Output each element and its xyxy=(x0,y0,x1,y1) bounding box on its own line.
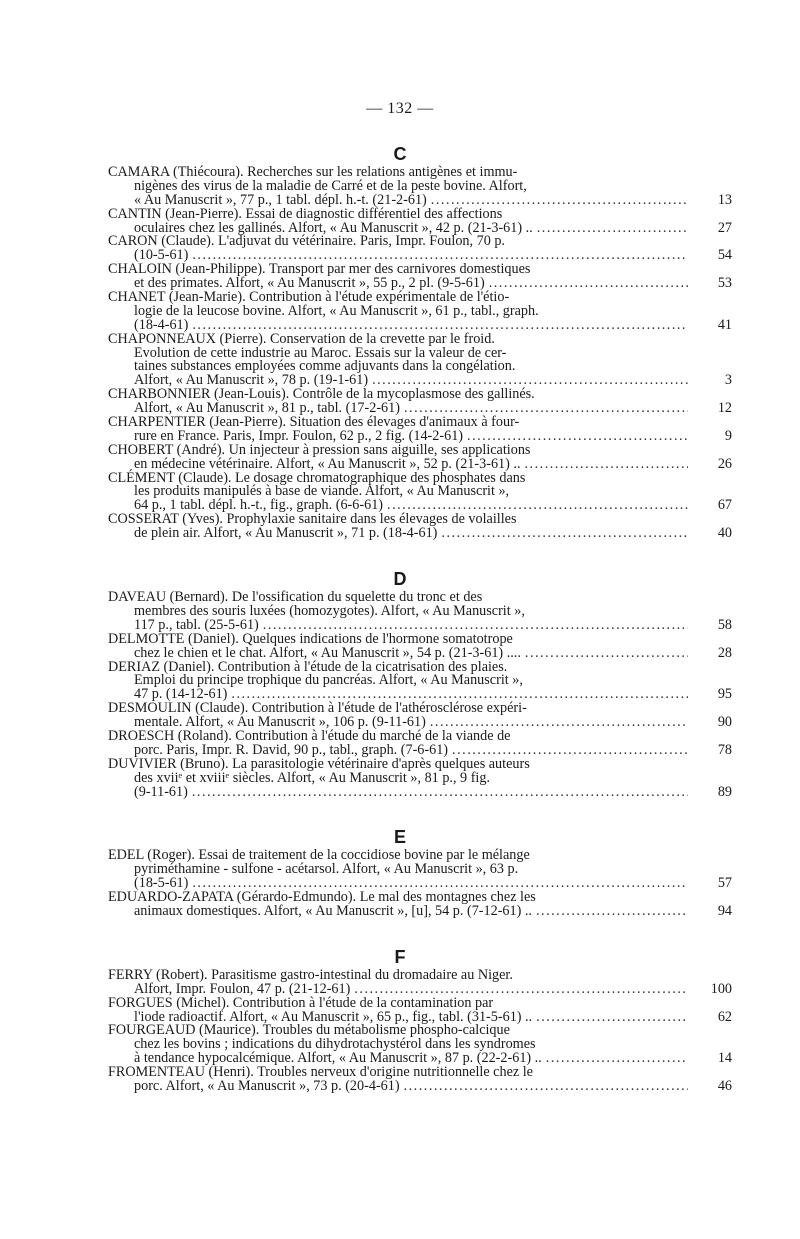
page-reference: 40 xyxy=(717,525,732,542)
page-reference: 58 xyxy=(717,616,732,633)
entry-line xyxy=(108,525,732,542)
entry-line: DROESCH (Roland). Contribution à l'étude du marché de la viande de xyxy=(108,727,511,744)
page-number: — 132 — xyxy=(366,100,434,117)
entry-line-text: « Au Manuscrit », 77 p., 1 tabl. dépl. h.-t. (21-2-61) xyxy=(134,191,427,208)
entry-line-text: 117 p., tabl. (25-5-61) xyxy=(134,616,259,633)
dot-leader xyxy=(192,786,688,800)
dot-leader xyxy=(536,905,688,919)
entry-line: DESMOULIN (Claude). Contribution à l'étude de l'athérosclérose expéri- xyxy=(108,700,527,717)
dot-leader xyxy=(489,277,688,291)
section-gap xyxy=(108,919,692,945)
entry-line-text: mentale. Alfort, « Au Manuscrit », 106 p. (9-11-61) xyxy=(134,714,426,731)
bibliography-entry xyxy=(108,889,732,919)
dot-leader xyxy=(546,1052,688,1066)
bibliography-column xyxy=(108,142,732,1094)
entry-line: membres des souris luxées (homozygotes). Alfort, « Au Manuscrit », xyxy=(134,602,525,619)
entry-line: pyriméthamine - sulfone - acétarsol. Alfort, « Au Manuscrit », 63 p. xyxy=(134,861,519,878)
section-letter: D xyxy=(393,569,407,590)
page-reference: 94 xyxy=(717,902,732,919)
bibliography-entry xyxy=(108,658,732,703)
entry-line-text: Alfort, Impr. Foulon, 47 p. (21-12-61) xyxy=(134,980,351,997)
dot-leader xyxy=(404,1080,688,1094)
bibliography-entry xyxy=(108,164,732,208)
entry-line-text: l'iode radioactif. Alfort, « Au Manuscrit », 65 p., fig., tabl. (31-5-61) .. xyxy=(134,1008,533,1025)
page-reference: 3 xyxy=(724,372,732,389)
entry-line: DAVEAU (Bernard). De l'ossification du squelette du tronc et des xyxy=(108,589,483,606)
section-letter: E xyxy=(393,827,406,848)
page-reference: 9 xyxy=(724,427,732,444)
entry-line: taines substances employées comme adjuvants dans la congélation. xyxy=(134,358,516,375)
entry-line: CHALOIN (Jean-Philippe). Transport par mer des carnivores domestiques xyxy=(108,261,531,278)
bibliography-entry xyxy=(108,289,732,333)
bibliography-entry xyxy=(108,630,732,661)
entry-line-text: oculaires chez les gallinés. Alfort, « Au Manuscrit », 42 p. (21-3-61) .. xyxy=(134,219,533,236)
entry-line-text: (10-5-61) xyxy=(134,247,189,264)
entry-line: CANTIN (Jean-Pierre). Essai de diagnostic différentiel des affections xyxy=(108,205,503,222)
page-reference: 26 xyxy=(717,455,732,472)
bibliography-entry xyxy=(108,469,732,514)
entry-line-text: Alfort, « Au Manuscrit », 81 p., tabl. (17-2-61) xyxy=(134,400,400,417)
entry-line: CHARBONNIER (Jean-Louis). Contrôle de la mycoplasmose des gallinés. xyxy=(108,386,535,403)
dot-leader xyxy=(525,458,689,472)
bibliography-entry xyxy=(108,589,732,633)
bibliography-entry xyxy=(108,511,732,542)
entry-line: EDUARDO-ZAPATA (Gérardo-Edmundo). Le mal des montagnes chez les xyxy=(108,889,536,906)
entry-line-text: à tendance hypocalcémique. Alfort, « Au Manuscrit », 87 p. (22-2-61) .. xyxy=(134,1050,542,1067)
entry-line-text: animaux domestiques. Alfort, « Au Manuscrit », [u], 54 p. (7-12-61) .. xyxy=(134,902,532,919)
bibliography-entry xyxy=(108,386,732,417)
entry-line: CARON (Claude). L'adjuvat du vétérinaire. Paris, Impr. Foulon, 70 p. xyxy=(108,233,505,250)
entry-line-text: (18-5-61) xyxy=(134,875,189,892)
bibliography-entry xyxy=(108,994,732,1025)
entry-line: logie de la leucose bovine. Alfort, « Au Manuscrit », 61 p., tabl., graph. xyxy=(134,302,539,319)
entry-line: nigènes des virus de la maladie de Carré et de la peste bovine. Alfort, xyxy=(134,177,527,194)
entry-line: DERIAZ (Daniel). Contribution à l'étude de la cicatrisation des plaies. xyxy=(108,658,508,675)
bibliography-entry xyxy=(108,261,732,292)
bibliography-entry xyxy=(108,205,732,236)
section-gap xyxy=(108,799,692,825)
page-reference: 90 xyxy=(717,714,732,731)
entry-line: CAMARA (Thiécoura). Recherches sur les relations antigènes et immu- xyxy=(108,164,518,180)
entry-line-text: (9-11-61) xyxy=(134,783,188,800)
bibliography-entry xyxy=(108,727,732,758)
page-reference: 89 xyxy=(717,783,732,800)
entry-line: EDEL (Roger). Essai de traitement de la coccidiose bovine par le mélange xyxy=(108,847,530,864)
section-gap xyxy=(108,541,692,567)
entry-line: les produits manipulés à base de viande. Alfort, « Au Manuscrit », xyxy=(134,483,510,500)
entry-line: FERRY (Robert). Parasitisme gastro-intestinal du dromadaire au Niger. xyxy=(108,966,513,983)
entry-line: FROMENTEAU (Henri). Troubles nerveux d'origine nutritionnelle chez le xyxy=(108,1064,533,1081)
page-reference: 14 xyxy=(717,1050,732,1067)
entry-line xyxy=(108,902,732,919)
page-reference: 53 xyxy=(717,275,732,292)
page-reference: 28 xyxy=(717,644,732,661)
page-reference: 100 xyxy=(710,980,732,997)
entry-line xyxy=(108,783,732,800)
page-reference: 57 xyxy=(717,875,732,892)
bibliography-entry xyxy=(108,414,732,444)
bibliography-entry xyxy=(108,441,732,472)
entry-line: FOURGEAUD (Maurice). Troubles du métabolisme phospho-calcique xyxy=(108,1022,510,1039)
dot-leader xyxy=(537,222,688,236)
page-reference: 12 xyxy=(717,400,732,417)
dot-leader xyxy=(525,647,688,661)
entry-line-text: 47 p. (14-12-61) xyxy=(134,686,228,703)
page-reference: 27 xyxy=(717,219,732,236)
section-letter: F xyxy=(394,946,406,967)
entry-line xyxy=(108,1077,732,1094)
section-letter: C xyxy=(393,144,407,164)
entry-line-text: en médecine vétérinaire. Alfort, « Au Manuscrit », 52 p. (21-3-61) .. xyxy=(134,455,521,472)
entry-line-text: porc. Paris, Impr. R. David, 90 p., tabl., graph. (7-6-61) xyxy=(134,741,449,758)
bibliography-entry xyxy=(108,1022,732,1067)
entry-line: DELMOTTE (Daniel). Quelques indications de l'hormone somatotrope xyxy=(108,630,513,647)
entry-line-text: porc. Alfort, « Au Manuscrit », 73 p. (20-4-61) xyxy=(134,1077,400,1094)
entry-line: des xviiᵉ et xviiiᵉ siècles. Alfort, « Au Manuscrit », 81 p., 9 fig. xyxy=(134,769,491,786)
page-reference: 46 xyxy=(717,1077,732,1094)
page-reference: 13 xyxy=(717,191,732,208)
entry-line: CHARPENTIER (Jean-Pierre). Situation des élevages d'animaux à four- xyxy=(108,414,520,431)
entry-line: COSSERAT (Yves). Prophylaxie sanitaire dans les élevages de volailles xyxy=(108,511,517,528)
entry-line: chez les bovins ; indications du dihydrotachystérol dans les syndromes xyxy=(134,1036,536,1053)
entry-line: Emploi du principe trophique du pancréas. Alfort, « Au Manuscrit », xyxy=(134,672,523,689)
page-reference: 41 xyxy=(717,316,732,333)
entry-line: CLÉMENT (Claude). Le dosage chromatographique des phosphates dans xyxy=(108,469,526,486)
bibliography-entry xyxy=(108,330,732,389)
bibliography-entry xyxy=(108,755,732,800)
bibliography-entry xyxy=(108,847,732,892)
page-reference: 54 xyxy=(717,247,732,264)
entry-line: Evolution de cette industrie au Maroc. Essais sur la valeur de cer- xyxy=(134,344,507,361)
entry-line: FORGUES (Michel). Contribution à l'étude de la contamination par xyxy=(108,994,494,1011)
dot-leader xyxy=(441,527,688,541)
page-reference: 62 xyxy=(717,1008,732,1025)
entry-line-text: rure en France. Paris, Impr. Foulon, 62 p., 2 fig. (14-2-61) xyxy=(134,427,464,444)
entry-line-text: (18-4-61) xyxy=(134,316,189,333)
page-reference: 67 xyxy=(717,497,732,514)
bibliography-entry xyxy=(108,700,732,731)
entry-line-text: Alfort, « Au Manuscrit », 78 p. (19-1-61) xyxy=(134,372,369,389)
entry-line: DUVIVIER (Bruno). La parasitologie vétérinaire d'après quelques auteurs xyxy=(108,755,530,772)
bibliography-entry xyxy=(108,233,732,264)
bibliography-entry xyxy=(108,1064,732,1094)
entry-line-text: 64 p., 1 tabl. dépl. h.-t., fig., graph. (6-6-61) xyxy=(134,497,384,514)
entry-line: CHAPONNEAUX (Pierre). Conservation de la crevette par le froid. xyxy=(108,330,495,347)
entry-line-text: de plein air. Alfort, « Au Manuscrit », 71 p. (18-4-61) xyxy=(134,525,438,542)
page-reference: 78 xyxy=(717,741,732,758)
entry-line-text: et des primates. Alfort, « Au Manuscrit », 55 p., 2 pl. (9-5-61) xyxy=(134,275,485,292)
bibliography-entry xyxy=(108,966,732,997)
page-reference: 95 xyxy=(717,686,732,703)
entry-line: CHANET (Jean-Marie). Contribution à l'étude expérimentale de l'étio- xyxy=(108,289,510,306)
dot-leader xyxy=(536,1011,688,1025)
entry-line-text: chez le chien et le chat. Alfort, « Au Manuscrit », 54 p. (21-3-61) .... xyxy=(134,644,521,661)
entry-line: CHOBERT (André). Un injecteur à pression sans aiguille, ses applications xyxy=(108,441,531,458)
